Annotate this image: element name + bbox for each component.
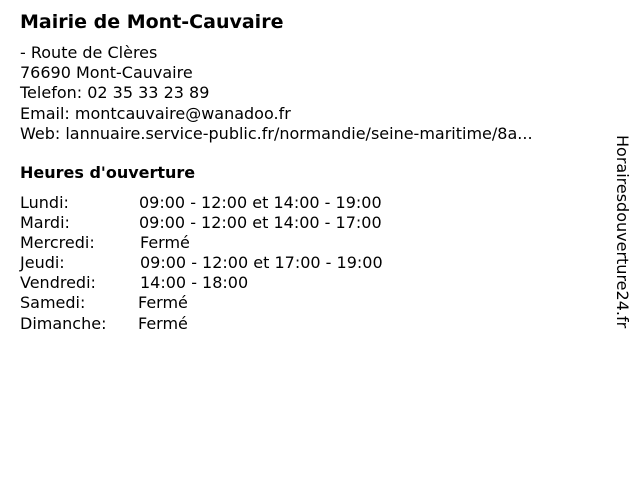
address-block [20, 43, 533, 144]
time-value: 09:00 - 12:00 et 17:00 - 19:00 [140, 253, 383, 273]
day-label: Mardi: [20, 213, 70, 233]
phone-line: Telefon: 02 35 33 23 89 [20, 83, 210, 103]
brand-watermark: Horairesdouverture24.fr [613, 135, 632, 329]
hours-heading: Heures d'ouverture [20, 163, 196, 182]
time-value: Fermé [138, 293, 188, 313]
day-label: Dimanche: [20, 313, 107, 333]
street-line: - Route de Clères [20, 43, 158, 62]
city-line: 76690 Mont-Cauvaire [20, 63, 193, 83]
time-value: Fermé [140, 233, 190, 253]
time-value: 09:00 - 12:00 et 14:00 - 19:00 [139, 193, 382, 212]
day-label: Lundi: [20, 193, 69, 212]
page-title: Mairie de Mont-Cauvaire [20, 11, 284, 33]
day-label: Mercredi: [20, 233, 95, 253]
day-label: Jeudi: [20, 253, 65, 273]
web-line: Web: lannuaire.service-public.fr/normandie/seine-maritime/8a... [20, 123, 533, 143]
email-line: Email: montcauvaire@wanadoo.fr [20, 103, 291, 123]
time-value: Fermé [138, 313, 188, 333]
day-label: Samedi: [20, 293, 86, 313]
day-label: Vendredi: [20, 273, 96, 293]
time-value: 09:00 - 12:00 et 14:00 - 17:00 [139, 213, 382, 233]
time-value: 14:00 - 18:00 [140, 273, 249, 293]
